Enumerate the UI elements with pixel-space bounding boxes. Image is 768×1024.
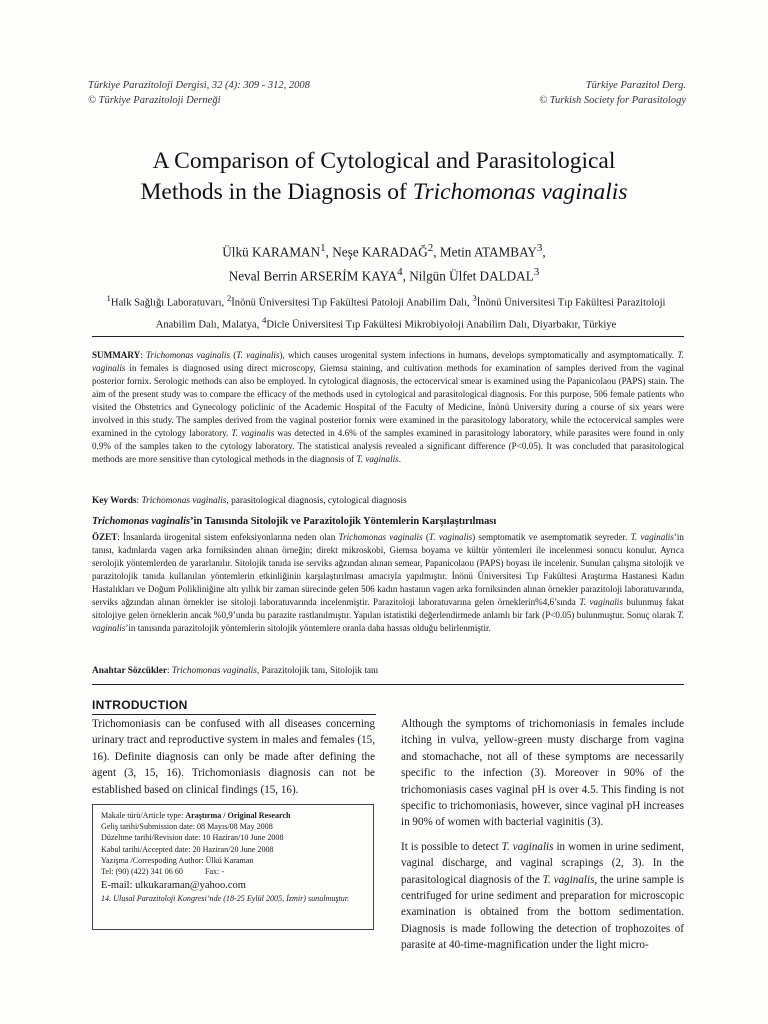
author-affil-number: 4 [397,266,403,279]
congress-note: 14. Ulusal Parazitoloji Kongresi’nde (18-25 Eylül 2005, İzmir) sunulmuştur. [101,894,350,904]
affiliations [96,290,676,333]
accepted-date: Kabul tarihi/Accepted date: 20 Haziran/20 June 2008 [101,844,274,854]
society-line: © Türkiye Parazitoloji Derneği [88,95,221,106]
species-name: Trichomonas vaginalis [338,532,423,542]
ozet-text: bulunmuş fakat sitolojiye gelen örneklerin ancak %0,9’unda bu parazite rastlanılmıştır. Yapılan istatistiki değerlendirmede anlamlı bir fark (P<0.05) bulunmuştur. Sonuç olarak [92,597,684,621]
author-line-1: Ülkü KARAMAN$^1$, Neşe KARADAĞ$^2$, Metin ATAMBAY$^3$, [222,242,546,260]
ozet-text: ’in tanısı, kadınlarda vagen arka forniksinden alınan örneğin; direkt mikroskobi, Giemsa boyama ve kültür yöntemleri ile incelenmesi sonucu konulur. Ayrıca serolojik yöntemlerden de yararlanılır. Sitolojik tanıda ise serviks ağzından alınan semear, Papanicolaou (PAPS) boyası ile incelenir. Sunulan çalışma sitolojik ve parazitolojik tanıda kullanılan yöntemlerin etkinliğinin karşılaştırılması amacıyla yapılmıştır. İnönü Üniversitesi Tıp Fakültesi Araştırma Hastanesi Kadın Hastalıkları ve Doğum Polikliniğine altı yıllık bir zaman sürecinde gelen 506 kadın hastanın vagen arka forniksinden alınan örnekler parazitoloji laboratuvarında, serviks ağzından alınan örnekler ise sitoloji laboratuvarında incelenmiştir. Parazitoloji laboratuvarına gelen örneklerin%4,6’sında [92,532,684,608]
summary-text: was detected in 4.6% of the samples examined in parasitology laboratory, while parasites were found in only 0.9% of the samples taken to the cytology laboratory. The statistical analysis revealed a significant difference (P<0.05). It was concluded that parasitological methods are more sensitive than cytological methods in the diagnosis of [92,428,684,465]
revision-date: Düzeltme tarihi/Revision date: 10 Haziran/10 June 2008 [101,833,284,843]
turkish-title-text: ’in Tanısında Sitolojik ve Parazitolojik Yöntemlerin Karşılaştırılması [190,516,497,527]
affil-number: 3 [472,293,477,303]
summary-text: ), which causes urogenital system infections in humans, develops symptomatically and asymptomatically. [279,350,678,360]
species-abbrev: T. vaginalis [501,840,554,853]
fax: Fax: - [204,867,225,877]
species-abbrev: T. vaginalis [579,597,623,608]
ozet-label: ÖZET [92,532,118,542]
corresponding-author: Yazışma /Correspoding Author: Ülkü Karaman [101,855,254,865]
species-abbrev: T. vaginalis [630,532,674,542]
intro-paragraph [401,839,684,954]
author: Ülkü KARAMAN [222,244,321,260]
article-type [101,810,365,821]
intro-text: , the urine sample is centrifuged for urine sediment and preparation for microscopic examination is obtained from the bottom sedimentation. Diagnosis is made following the detection of trophozoites of parasite at 40-time-magnification under the light micro- [401,873,684,952]
species-name: Trichomonas vaginalis [145,350,230,360]
affil-number: 1 [106,293,111,303]
summary-paragraph: SUMMARY: Trichomonas vaginalis (T. vaginalis), which causes urogenital system infections in humans, develops symptomatically and asymptomatically. T. vaginalis in females is diagnosed using direct microscopy, Giemsa staining, and cultivation methods for examination of samples derived from the vaginal posterior fornix. Serologic methods can also be employed. In cytological diagnosis, the ectocervical smear is examined using the Papanicolaou (PAPS) stain. The aim of the present study was to compare the efficacy of the methods used in cytological and parasitological diagnosis. For this purpose, 506 female patients who visited the Obstetrics and Gynecology policlinic of the Academic Hospital of the Faculty of Medicine, İnönü University during a course of six years were involved in this study. The samples derived from the vaginal posterior fornix were examined in the parasitology laboratory, while the ectocervical samples were examined in the cytology laboratory. T. vaginalis was detected in 4.6% of the samples examined in parasitology laboratory, while parasites were found in only 0.9% of the samples taken to the cytology laboratory. The statistical analysis revealed a significant difference (P<0.05). It was concluded that parasitological methods are more sensitive than cytological methods in the diagnosis of T. vaginalis. [92,350,684,465]
author-affil-number: 3 [533,266,540,279]
intro-paragraph: Although the symptoms of trichomoniasis in females include itching in vulva, yellow-green musty discharge from vagina and stomachache, not all of these symptoms are necessarily specific to the infection (3). Moreover in 90% of the trichomoniasis cases vaginal pH is over 4.5. This finding is not specific to trichomoniasis, however, since vaginal pH increases in 90% of women with bacterial vaginitis (3). [401,718,684,829]
species-abbrev: T. vaginalis [542,873,595,886]
anahtar-text: , Parazitolojik tanı, Sitolojik tanı [256,666,379,676]
author-affil-number: 1 [320,242,326,254]
summary-text: ( [230,350,237,360]
intro-text: in women in urine sediment, vaginal discharge, and vaginal scrapings (2, 3). In the parasitological diagnosis of the [401,840,684,886]
ozet-text: ’in tanısında parazitolojik yöntemlerin sitolojik yöntemlere oranla daha hassas olduğu belirlenmiştir. [125,623,491,634]
phone: Tel: (90) (422) 341 06 60 [101,867,183,877]
intro-column-right [401,716,684,962]
intro-column-left [92,716,375,806]
anahtar-sozcukler [92,665,684,678]
summary-text: . [398,454,401,465]
society-line-en: © Turkish Society for Parasitology [539,95,686,106]
ozet-text: ) semptomatik ve asemptomatik seyreder. [472,532,631,542]
keywords [92,495,684,508]
species-abbrev: T. vaginalis [356,454,399,465]
summary-text: in females is diagnosed using direct microscopy, Giemsa staining, and cultivation methods for examination of samples derived from the vaginal posterior fornix. Serologic methods can also be employed. In cytological diagnosis, the ectocervical smear is examined using the Papanicolaou (PAPS) stain. The aim of the present study was to compare the efficacy of the methods used in cytological and parasitological diagnosis. For this purpose, 506 female patients who visited the Obstetrics and Gynecology policlinic of the Academic Hospital of the Faculty of Medicine, İnönü University during a course of six years were involved in this study. The samples derived from the vaginal posterior fornix were examined in the parasitology laboratory, while the ectocervical samples were examined in the cytology laboratory. [92,363,684,439]
abstract-turkish [92,531,684,635]
author-affil-number: 2 [427,242,434,254]
abbrev-line: Türkiye Parazitol Derg. [585,80,686,91]
ozet-text: : İnsanlarda ürogenital sistem enfeksiyonlarına neden olan [117,532,339,542]
anahtar-label: Anahtar Sözcükler [92,666,167,676]
species-abbrev: T. vaginalis [92,610,684,634]
species-abbrev: T. vaginalis [236,350,280,360]
divider-top [92,336,684,337]
article-info-box [92,804,374,930]
anahtar-sep: : [166,666,172,676]
author: Nilgün Ülfet DALDAL [409,268,534,284]
title-prefix: Methods in the Diagnosis of [140,179,413,205]
turkish-title [92,515,684,529]
summary-label: SUMMARY [92,350,141,360]
species-abbrev: T. vaginalis [428,532,473,542]
affil-number: 2 [226,293,232,303]
turkish-title-species: Trichomonas vaginalis [92,516,191,527]
author: Neval Berrin ARSERİM KAYA [228,268,398,284]
author-list [60,238,708,287]
abstract-english [92,349,684,466]
submission-date: Geliş tarihi/Submission date: 08 Mayıs/08 May 2008 [101,822,273,832]
citation-line: Türkiye Parazitoloji Dergisi, 32 (4): 309 - 312, 2008 [88,80,310,91]
species-abbrev: T. vaginalis [92,350,684,374]
journal-citation [88,78,310,108]
affil-text: İnönü Üniversitesi Tıp Fakültesi Patoloji Anabilim Dalı, [231,297,473,309]
email: E-mail: ulkukaraman@yahoo.com [101,880,246,892]
article-type-label: Makale türü/Article type: [101,811,186,820]
article-type-value: Araştırma / Original Research [185,811,291,820]
contact-phone-fax [101,866,365,877]
intro-text: It is possible to detect [401,840,502,853]
journal-abbrev [539,78,686,108]
author: Neşe KARADAĞ [332,244,428,260]
title-species: Trichomonas vaginalis [412,179,628,205]
affil-number: 4 [261,314,267,325]
keywords-sep: : [136,496,142,506]
author-affil-number: 3 [536,242,543,254]
affil-text: Halk Sağlığı Laboratuvarı, [110,297,227,309]
affil-text: Dicle Üniversitesi Tıp Fakültesi Mikrobiyoloji Anabilim Dalı, Diyarbakır, Türkiye [266,319,617,331]
anahtar-species: Trichomonas vaginalis [171,666,257,676]
affil-text: İnönü Üniversitesi Tıp Fakültesi Parazitoloji Anabilim Dalı, Malatya, [155,297,666,331]
divider-bottom [92,684,684,685]
title-line-2 [60,177,708,208]
ozet-paragraph [92,531,684,635]
keyword-species: Trichomonas vaginalis [141,496,227,506]
intro-paragraph: Trichomoniasis can be confused with all diseases concerning urinary tract and reproductive system in males and females (15, 16). Definite diagnosis can only be made after defining the agent (3, 15, 16). Trichomoniasis diagnosis can not be established based on clinical findings (15, 16). [92,718,375,796]
keywords-label: Key Words [92,496,137,506]
introduction-heading: INTRODUCTION [92,698,376,715]
title-line-1: A Comparison of Cytological and Parasitological [152,148,616,174]
species-abbrev: T. vaginalis [231,428,275,439]
author-line-2: Neval Berrin ARSERİM KAYA$^4$, Nilgün Ülfet DALDAL$^3$ [228,266,540,284]
ozet-text: ( [422,532,429,542]
article-title [60,146,708,208]
author: Metin ATAMBAY [439,244,537,260]
keywords-text: , parasitological diagnosis, cytological diagnosis [226,496,407,506]
